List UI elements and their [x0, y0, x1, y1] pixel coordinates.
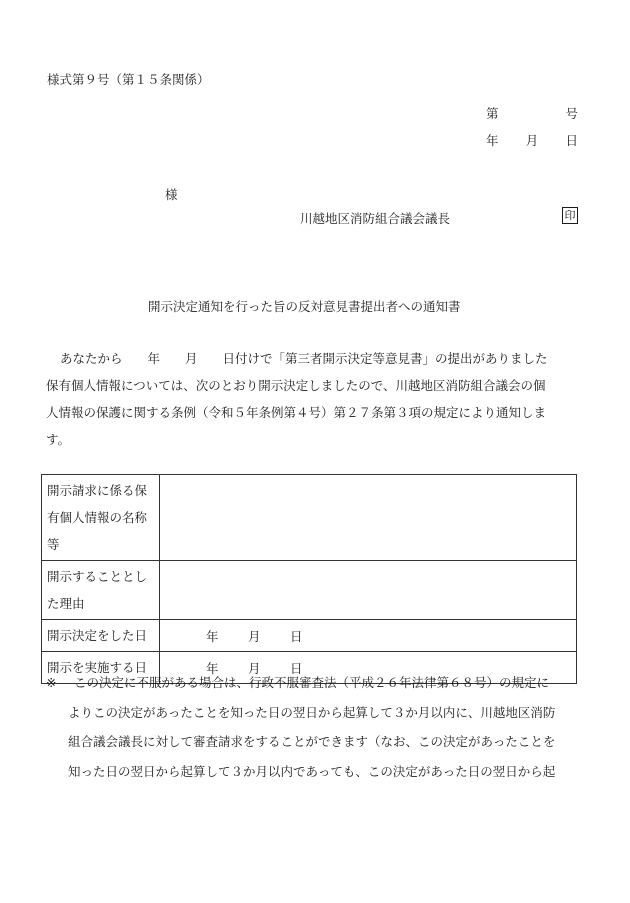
table-label: 開示請求に係る保有個人情報の名称等: [42, 475, 160, 561]
disclosure-table: [41, 474, 577, 684]
table-value: [160, 475, 577, 561]
note-line: よりこの決定があったことを知った日の翌日から起算して３か月以内に、川越地区消防: [68, 704, 556, 720]
form-number: 様式第９号（第１５条関係）: [47, 72, 210, 87]
table-row: [42, 475, 577, 561]
document-date: [486, 131, 578, 149]
date-day: 日: [290, 660, 303, 676]
date-day: 日: [565, 133, 578, 148]
document-number-label: 第: [486, 106, 499, 121]
date-year: 年: [486, 133, 499, 148]
date-year: 年: [206, 628, 219, 644]
date-year: 年: [206, 660, 219, 676]
body-line: 保有個人情報については、次のとおり開示決定しましたので、川越地区消防組合議会の個: [46, 378, 546, 393]
body-line: 人情報の保護に関する条例（令和５年条例第４号）第２７条第３項の規定により通知しま: [46, 405, 547, 420]
body-line: す。: [46, 432, 71, 447]
table-row: [42, 561, 577, 620]
table-row: [42, 620, 577, 652]
date-day: 日: [290, 628, 303, 644]
seal-mark: 印: [562, 207, 578, 224]
body-line: あなたから 年 月 日付けで「第三者開示決定等意見書」の提出がありました: [60, 351, 548, 366]
note-line: [46, 668, 586, 698]
document-title: 開示決定通知を行った旨の反対意見書提出者への通知書: [148, 299, 461, 314]
note-mark: ※: [46, 675, 57, 690]
table-value: [160, 561, 577, 620]
recipient-honorific: 様: [165, 187, 178, 202]
note-line: 知った日の翌日から起算して３か月以内であっても、この決定があった日の翌日から起: [68, 763, 556, 779]
date-month: 月: [525, 133, 539, 148]
table-label: 開示することとした理由: [42, 561, 160, 620]
date-month: 月: [248, 660, 261, 676]
date-month: 月: [248, 628, 261, 644]
note-text: この決定に不服がある場合は、行政不服審査法（平成２６年法律第６８号）の規定に: [74, 675, 550, 690]
note-line: 組合議会議長に対して審査請求をすることができます（なお、この決定があったことを: [68, 734, 556, 749]
body-paragraph: [46, 345, 578, 453]
sender-name: 川越地区消防組合議会議長: [300, 211, 451, 226]
document-number-suffix: 号: [565, 106, 578, 121]
notes-section: [46, 668, 586, 786]
document-number: [486, 104, 578, 122]
table-date-value: [160, 620, 577, 652]
table-label: 開示決定をした日: [42, 620, 160, 652]
table-label: 開示を実施する日: [42, 652, 160, 684]
